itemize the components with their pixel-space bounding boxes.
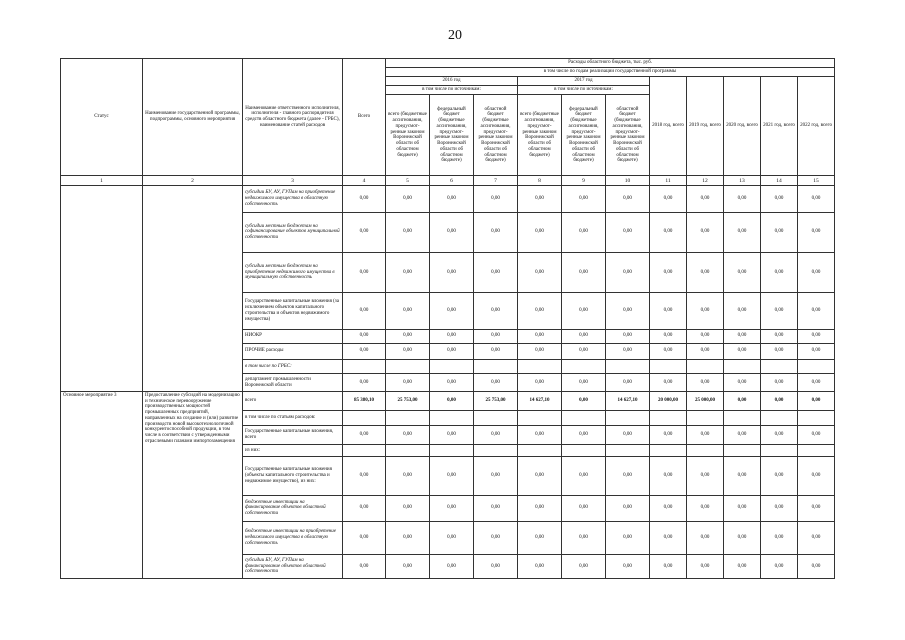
value-cell: 0,00: [562, 457, 606, 495]
value-cell: 0,00: [562, 495, 606, 521]
value-cell: 0,00: [474, 374, 518, 392]
value-cell: 0,00: [724, 186, 761, 213]
column-number: 6: [430, 176, 474, 186]
value-cell: 0,00: [798, 344, 835, 360]
value-cell: 0,00: [798, 213, 835, 252]
value-cell: 0,00: [386, 344, 430, 360]
value-cell: 25 753,00: [474, 391, 518, 410]
value-cell: 0,00: [761, 457, 798, 495]
value-cell: 0,00: [687, 457, 724, 495]
value-cell: 0,00: [430, 521, 474, 554]
value-cell: 0,00: [562, 213, 606, 252]
expense-item-label: субсидии местным бюджетам на софинансирование объектов муниципальной собственности: [243, 213, 343, 252]
value-cell: 0,00: [386, 329, 430, 344]
value-cell: 0,00: [474, 344, 518, 360]
empty-cell: [430, 410, 474, 426]
column-number: 15: [798, 176, 835, 186]
expense-item-label: субсидии БУ, АУ, ГУПам на приобретение недвижимого имущества в областную собственность: [243, 186, 343, 213]
value-cell: 0,00: [798, 186, 835, 213]
value-cell: 0,00: [650, 344, 687, 360]
empty-cell: [386, 410, 430, 426]
value-cell: 0,00: [386, 554, 430, 578]
column-number: 10: [606, 176, 650, 186]
value-cell: 0,00: [343, 374, 386, 392]
value-cell: 0,00: [761, 252, 798, 293]
value-cell: 14 627,10: [518, 391, 562, 410]
empty-cell: [386, 444, 430, 456]
empty-cell: [474, 410, 518, 426]
expense-item-label: бюджетные инвестиции на финансирование объектов областной собственности: [243, 495, 343, 521]
value-cell: 0,00: [798, 252, 835, 293]
program-name-cell: [143, 186, 243, 392]
value-cell: 0,00: [650, 213, 687, 252]
value-cell: 0,00: [343, 457, 386, 495]
year-header: 2022 год, всего: [798, 77, 835, 176]
value-cell: 0,00: [724, 554, 761, 578]
value-cell: 0,00: [562, 293, 606, 329]
value-cell: 0,00: [386, 495, 430, 521]
value-cell: 0,00: [343, 329, 386, 344]
empty-cell: [562, 410, 606, 426]
value-cell: 0,00: [386, 374, 430, 392]
expense-item-label: в том числе по статьям расходов:: [243, 410, 343, 426]
expense-item-label: НИОКР: [243, 329, 343, 344]
value-cell: 0,00: [798, 329, 835, 344]
empty-cell: [724, 444, 761, 456]
empty-cell: [761, 410, 798, 426]
empty-cell: [518, 410, 562, 426]
value-cell: 0,00: [687, 344, 724, 360]
column-number: 13: [724, 176, 761, 186]
value-cell: 0,00: [798, 374, 835, 392]
value-cell: 0,00: [474, 329, 518, 344]
empty-cell: [430, 444, 474, 456]
value-cell: 0,00: [430, 213, 474, 252]
value-cell: 85 380,10: [343, 391, 386, 410]
expense-item-label: бюджетные инвестиции на приобретение недвижимого имущества в областную собственность: [243, 521, 343, 554]
value-cell: 0,00: [386, 293, 430, 329]
value-cell: 0,00: [518, 329, 562, 344]
year-header: 2020 год, всего: [724, 77, 761, 176]
value-cell: 0,00: [343, 521, 386, 554]
table-row: [61, 186, 835, 213]
empty-cell: [518, 444, 562, 456]
empty-cell: [606, 410, 650, 426]
column-number: 14: [761, 176, 798, 186]
value-cell: 0,00: [724, 426, 761, 445]
value-cell: 0,00: [343, 495, 386, 521]
expense-item-label: из них:: [243, 444, 343, 456]
value-cell: 0,00: [606, 457, 650, 495]
value-cell: 0,00: [798, 554, 835, 578]
value-cell: 0,00: [650, 521, 687, 554]
value-cell: 0,00: [430, 457, 474, 495]
value-cell: 0,00: [650, 457, 687, 495]
source-header: всего (бюджетные ассигнования, предусмот-ренные законом Воронежской области об областном бюджете): [386, 95, 430, 176]
value-cell: 0,00: [430, 495, 474, 521]
value-cell: 0,00: [343, 186, 386, 213]
year-header: 2019 год, всего: [687, 77, 724, 176]
value-cell: 0,00: [724, 213, 761, 252]
value-cell: 0,00: [430, 329, 474, 344]
page-number: 20: [448, 28, 462, 43]
column-number: 4: [343, 176, 386, 186]
value-cell: 0,00: [474, 554, 518, 578]
value-cell: 0,00: [430, 293, 474, 329]
value-cell: 0,00: [386, 252, 430, 293]
empty-cell: [761, 444, 798, 456]
value-cell: 0,00: [518, 213, 562, 252]
expense-item-label: Государственные капитальные вложения (объекты капитального строительства и недвижимое имущество), из них:: [243, 457, 343, 495]
empty-cell: [343, 359, 386, 374]
year-2017-header: 2017 год: [518, 77, 650, 86]
value-cell: 0,00: [606, 186, 650, 213]
empty-cell: [687, 359, 724, 374]
value-cell: 0,00: [606, 426, 650, 445]
value-cell: 0,00: [562, 252, 606, 293]
value-cell: 0,00: [724, 391, 761, 410]
value-cell: 0,00: [518, 186, 562, 213]
value-cell: 0,00: [650, 495, 687, 521]
column-number-row: [61, 176, 835, 186]
value-cell: 0,00: [474, 186, 518, 213]
value-cell: 0,00: [474, 252, 518, 293]
empty-cell: [798, 410, 835, 426]
value-cell: 0,00: [687, 293, 724, 329]
value-cell: 0,00: [606, 293, 650, 329]
value-cell: 0,00: [650, 554, 687, 578]
value-cell: 0,00: [687, 329, 724, 344]
value-cell: 0,00: [650, 186, 687, 213]
value-cell: 0,00: [474, 293, 518, 329]
expense-item-label: всего: [243, 391, 343, 410]
value-cell: 0,00: [474, 213, 518, 252]
value-cell: 0,00: [724, 521, 761, 554]
empty-cell: [606, 359, 650, 374]
value-cell: 0,00: [518, 344, 562, 360]
value-cell: 0,00: [724, 344, 761, 360]
value-cell: 0,00: [687, 213, 724, 252]
value-cell: 0,00: [687, 186, 724, 213]
value-cell: 0,00: [562, 329, 606, 344]
value-cell: 0,00: [687, 554, 724, 578]
value-cell: 0,00: [430, 426, 474, 445]
value-cell: 0,00: [562, 521, 606, 554]
value-cell: 0,00: [724, 293, 761, 329]
column-number: 9: [562, 176, 606, 186]
value-cell: 0,00: [430, 391, 474, 410]
value-cell: 0,00: [606, 344, 650, 360]
value-cell: 0,00: [724, 374, 761, 392]
column-number: 11: [650, 176, 687, 186]
main-event-status: Основное мероприятие 3: [61, 391, 143, 578]
value-cell: 20 000,00: [650, 391, 687, 410]
value-cell: 0,00: [518, 554, 562, 578]
value-cell: 0,00: [518, 521, 562, 554]
value-cell: 0,00: [761, 374, 798, 392]
empty-cell: [562, 359, 606, 374]
value-cell: 0,00: [650, 252, 687, 293]
expense-item-label: в том числе по ГРБС:: [243, 359, 343, 374]
empty-cell: [474, 444, 518, 456]
value-cell: 0,00: [474, 521, 518, 554]
value-cell: 0,00: [562, 426, 606, 445]
status-header: Статус: [61, 59, 143, 176]
value-cell: 0,00: [386, 426, 430, 445]
value-cell: 0,00: [430, 252, 474, 293]
value-cell: 0,00: [761, 495, 798, 521]
value-cell: 0,00: [430, 344, 474, 360]
status-cell: [61, 186, 143, 392]
expense-item-label: субсидии местным бюджетам на приобретение недвижимого имущества в муниципальную собственность: [243, 252, 343, 293]
value-cell: 0,00: [386, 186, 430, 213]
year-2016-header: 2016 год: [386, 77, 518, 86]
value-cell: 0,00: [343, 426, 386, 445]
column-number: 3: [243, 176, 343, 186]
value-cell: 0,00: [606, 521, 650, 554]
empty-cell: [474, 359, 518, 374]
year-header: 2021 год, всего: [761, 77, 798, 176]
value-cell: 0,00: [798, 293, 835, 329]
column-number: 2: [143, 176, 243, 186]
value-cell: 0,00: [687, 521, 724, 554]
expense-item-label: Государственные капитальные вложения (за исключением объектов капитального строительства и объектов недвижимого имущества): [243, 293, 343, 329]
value-cell: 0,00: [650, 293, 687, 329]
value-cell: 0,00: [562, 186, 606, 213]
value-cell: 0,00: [518, 293, 562, 329]
empty-cell: [798, 444, 835, 456]
value-cell: 0,00: [386, 457, 430, 495]
value-cell: 0,00: [798, 495, 835, 521]
value-cell: 0,00: [761, 521, 798, 554]
value-cell: 0,00: [687, 374, 724, 392]
value-cell: 0,00: [562, 374, 606, 392]
value-cell: 0,00: [724, 457, 761, 495]
value-cell: 0,00: [474, 457, 518, 495]
empty-cell: [343, 410, 386, 426]
value-cell: 0,00: [518, 374, 562, 392]
value-cell: 0,00: [606, 213, 650, 252]
empty-cell: [343, 444, 386, 456]
empty-cell: [606, 444, 650, 456]
value-cell: 0,00: [386, 521, 430, 554]
value-cell: 0,00: [724, 252, 761, 293]
expenses-header: Расходы областного бюджета, тыс. руб.: [386, 59, 835, 68]
value-cell: 0,00: [562, 391, 606, 410]
value-cell: 0,00: [343, 344, 386, 360]
program-name-header: Наименование государственной программы, подпрограммы, основного мероприятия: [143, 59, 243, 176]
value-cell: 0,00: [518, 426, 562, 445]
value-cell: 0,00: [761, 391, 798, 410]
year-header: 2018 год, всего: [650, 77, 687, 176]
value-cell: 0,00: [798, 521, 835, 554]
total-header: Всего: [343, 59, 386, 176]
value-cell: 0,00: [650, 329, 687, 344]
value-cell: 0,00: [474, 426, 518, 445]
empty-cell: [650, 410, 687, 426]
source-header: федеральный бюджет (бюджетные ассигнования, предусмот-ренные законом Воронежской области об областном бюджете): [562, 95, 606, 176]
value-cell: 0,00: [562, 554, 606, 578]
column-number: 12: [687, 176, 724, 186]
value-cell: 14 627,10: [606, 391, 650, 410]
value-cell: 0,00: [687, 252, 724, 293]
value-cell: 0,00: [606, 374, 650, 392]
source-header: федеральный бюджет (бюджетные ассигнования, предусмот-ренные законом Воронежской области об областном бюджете): [430, 95, 474, 176]
column-number: 1: [61, 176, 143, 186]
value-cell: 0,00: [474, 495, 518, 521]
expense-item-label: субсидии БУ, АУ, ГУПам на финансирование объектов областной собственности: [243, 554, 343, 578]
value-cell: 0,00: [343, 252, 386, 293]
source-header: всего (бюджетные ассигнования, предусмот-ренные законом Воронежской области об областном бюджете): [518, 95, 562, 176]
executor-header: Наименование ответственного исполнителя, исполнителя - главного распорядителя средств областного бюджета (далее - ГРБС), наименование статей расходов: [243, 59, 343, 176]
empty-cell: [687, 444, 724, 456]
empty-cell: [386, 359, 430, 374]
budget-table: [60, 58, 835, 579]
value-cell: 0,00: [687, 426, 724, 445]
value-cell: 0,00: [761, 213, 798, 252]
header-row: [61, 59, 835, 68]
column-number: 8: [518, 176, 562, 186]
empty-cell: [798, 359, 835, 374]
value-cell: 0,00: [518, 495, 562, 521]
value-cell: 0,00: [606, 554, 650, 578]
empty-cell: [650, 359, 687, 374]
value-cell: 0,00: [650, 374, 687, 392]
empty-cell: [761, 359, 798, 374]
value-cell: 0,00: [761, 186, 798, 213]
value-cell: 0,00: [343, 554, 386, 578]
expense-item-label: Государственные капитальные вложения, всего: [243, 426, 343, 445]
column-number: 7: [474, 176, 518, 186]
empty-cell: [724, 359, 761, 374]
value-cell: 0,00: [687, 495, 724, 521]
years-header: в том числе по годам реализации государственной программы: [386, 68, 835, 77]
value-cell: 0,00: [761, 293, 798, 329]
value-cell: 0,00: [430, 554, 474, 578]
value-cell: 25 000,00: [687, 391, 724, 410]
main-event-name: Предоставление субсидий на модернизацию и техническое перевооружение производственных мощностей промышленных предприятий, направленных на создание и (или) развитие производств новой высокотехнологичной конкурентоспособной продукции, в том числе в соответствии с утвержденными отраслевыми планами импортозамещения: [143, 391, 243, 578]
empty-cell: [724, 410, 761, 426]
value-cell: 0,00: [724, 329, 761, 344]
value-cell: 0,00: [724, 495, 761, 521]
value-cell: 0,00: [606, 252, 650, 293]
source-header: областной бюджет (бюджетные ассигнования, предусмот-ренные законом Воронежской области об областном бюджете): [606, 95, 650, 176]
value-cell: 0,00: [798, 391, 835, 410]
value-cell: 0,00: [761, 344, 798, 360]
column-number: 5: [386, 176, 430, 186]
value-cell: 0,00: [430, 186, 474, 213]
value-cell: 0,00: [798, 457, 835, 495]
value-cell: 0,00: [518, 457, 562, 495]
empty-cell: [650, 444, 687, 456]
source-header: областной бюджет (бюджетные ассигнования, предусмот-ренные законом Воронежской области об областном бюджете): [474, 95, 518, 176]
value-cell: 0,00: [606, 495, 650, 521]
empty-cell: [562, 444, 606, 456]
value-cell: 0,00: [562, 344, 606, 360]
value-cell: 0,00: [518, 252, 562, 293]
empty-cell: [430, 359, 474, 374]
sources-2016-header: в том числе по источникам:: [386, 86, 518, 95]
value-cell: 0,00: [386, 213, 430, 252]
value-cell: 0,00: [798, 426, 835, 445]
value-cell: 25 753,00: [386, 391, 430, 410]
table-row: [61, 391, 835, 410]
sources-2017-header: в том числе по источникам:: [518, 86, 650, 95]
value-cell: 0,00: [430, 374, 474, 392]
expense-item-label: ПРОЧИЕ расходы: [243, 344, 343, 360]
value-cell: 0,00: [606, 329, 650, 344]
value-cell: 0,00: [343, 213, 386, 252]
value-cell: 0,00: [761, 554, 798, 578]
value-cell: 0,00: [650, 426, 687, 445]
empty-cell: [687, 410, 724, 426]
value-cell: 0,00: [761, 329, 798, 344]
value-cell: 0,00: [343, 293, 386, 329]
empty-cell: [518, 359, 562, 374]
expense-item-label: департамент промышленности Воронежской области: [243, 374, 343, 392]
value-cell: 0,00: [761, 426, 798, 445]
